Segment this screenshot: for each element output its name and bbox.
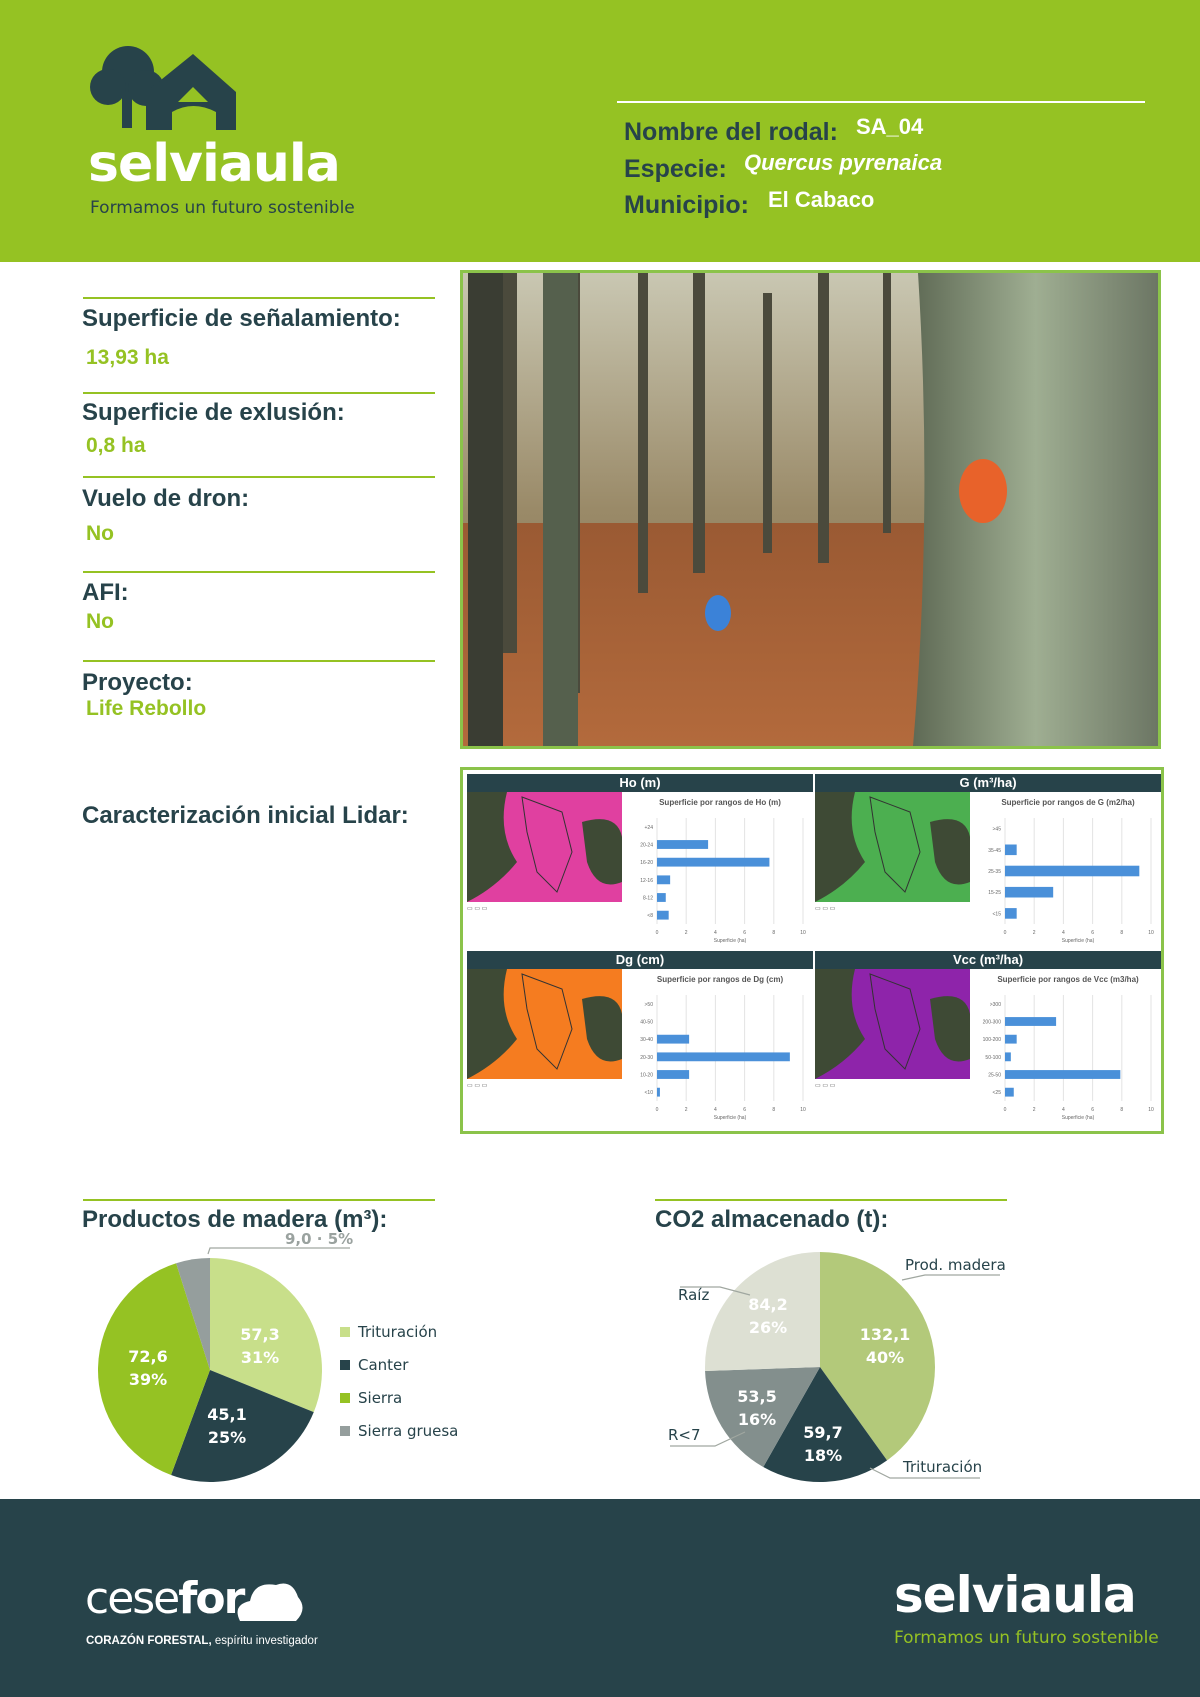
legend-swatch [340,1426,350,1436]
map-forest-area [815,969,865,1079]
chart-bar [657,1052,790,1061]
chart-bar [1005,1035,1017,1044]
chart-bar [657,840,708,849]
lidar-bar-chart [627,989,813,1125]
field-divider [83,392,435,394]
co2-chart-title: CO2 almacenado (t): [655,1206,889,1233]
lidar-map [467,969,622,1079]
chart-category-label: 25-35 [988,869,1001,875]
chart-tick-label: 6 [743,930,746,936]
field-divider [83,571,435,573]
legend-item [340,1348,490,1381]
chart-category-label: 20-30 [640,1054,653,1061]
map-stand-outline [870,974,920,1069]
lidar-chart-title: Superficie por rangos de Vcc (m3/ha) [997,975,1139,984]
chart-bar [657,858,769,867]
footer-brand-tagline: Formamos un futuro sostenible [894,1628,1159,1648]
municipio-value: El Cabaco [768,187,875,212]
cesefor-subtitle [86,1635,318,1647]
chart-bar [1005,908,1017,919]
chart-tick-label: 2 [1032,1107,1036,1113]
pie-data-label: 84,2 [748,1295,788,1314]
chart-bar [657,875,670,884]
cesefor-subtitle-bold: CORAZÓN FORESTAL, [86,1635,212,1647]
chart-axis-label: Superficie (ha) [713,1115,747,1121]
rodal-value: SA_04 [856,114,924,139]
pie-data-label: 132,1 [859,1325,911,1344]
map-forest-area [930,819,970,884]
productos-legend [340,1315,490,1447]
chart-tick-label: 6 [1091,930,1094,936]
chart-category-label: 35-45 [988,847,1001,854]
chart-tick-label: 10 [1148,930,1154,936]
superficie-senalamiento-value: 13,93 ha [86,346,169,369]
chart-category-label: +24 [644,824,653,831]
superficie-exclusion-value: 0,8 ha [86,434,146,457]
vuelo-dron-value: No [86,522,114,545]
lidar-quadrant [467,774,813,949]
chart-bar [1005,845,1017,856]
chart-tick-label: 4 [714,1107,717,1113]
cesefor-logo [85,1574,243,1624]
lidar-panel-title: Ho (m) [467,774,813,792]
chart-category-label: 15-25 [988,890,1001,897]
field-divider [83,297,435,299]
forest-photo [460,270,1161,749]
legend-swatch [340,1360,350,1370]
chart-category-label: <10 [644,1090,653,1097]
chart-bar [657,911,669,920]
especie-value: Quercus pyrenaica [744,150,943,175]
header-banner [0,0,1200,262]
brand-wordmark: selviaula [88,134,340,194]
chart-tick-label: 2 [1032,930,1036,936]
lidar-bar-chart [975,812,1161,948]
lidar-quadrant [815,774,1161,949]
pie-pct-label: 25% [207,1428,247,1447]
chart-category-label: 200-300 [982,1019,1001,1026]
lidar-label: Caracterización inicial Lidar: [82,802,409,829]
chart-category-label: 50-100 [985,1054,1001,1061]
chart-tick-label: 0 [1003,930,1007,936]
lidar-map-illustration [815,792,970,902]
lidar-quadrant [467,951,813,1126]
chart-axis-label: Superficie (ha) [713,938,747,944]
legend-label: Trituración [358,1322,438,1341]
pie-pct-label: 16% [737,1410,777,1429]
legend-item [340,1381,490,1414]
chart-category-label: 30-40 [640,1037,653,1044]
pie-callout-label: 9,0 · 5% [285,1230,354,1248]
co2-pie-chart [640,1240,1020,1490]
proyecto-label: Proyecto: [82,669,193,696]
chart-axis-label: Superficie (ha) [1061,1115,1095,1121]
chart-category-label: 40-50 [640,1019,653,1026]
pie-data-label: 57,3 [240,1325,280,1344]
pie-data-label: 45,1 [207,1405,247,1424]
especie-label: Especie: [624,155,727,183]
chart-category-label: <25 [992,1090,1001,1097]
pie-pct-label: 40% [865,1348,905,1367]
legend-label: Sierra gruesa [358,1421,459,1440]
chart-category-label: 100-200 [982,1037,1001,1044]
map-forest-area [467,792,517,902]
chart-bar [1005,887,1053,898]
lidar-map [815,792,970,902]
chart-tick-label: 8 [1120,930,1124,936]
pie-data-label: 72,6 [128,1347,168,1366]
map-forest-area [467,969,517,1079]
field-divider [83,476,435,478]
chart-tick-label: 8 [1120,1107,1124,1113]
lidar-panel [460,767,1164,1134]
superficie-senalamiento-label: Superficie de señalamiento: [82,305,401,332]
chart-tick-label: 4 [1062,930,1065,936]
map-forest-area [815,792,865,902]
map-stand-outline [522,974,572,1069]
chart-bar [657,1088,660,1097]
pie-pct-label: 18% [803,1446,843,1465]
cesefor-logo-b: for [178,1573,244,1624]
vuelo-dron-label: Vuelo de dron: [82,485,250,512]
afi-label: AFI: [82,579,129,606]
chart-tick-label: 0 [655,930,659,936]
rodal-label: Nombre del rodal: [624,118,838,146]
superficie-exclusion-label: Superficie de exlusión: [82,399,345,426]
chart-tick-label: 10 [800,1107,806,1113]
lidar-map-illustration [467,969,622,1079]
chart-category-label: 10-20 [640,1072,653,1079]
pie-pct-label: 26% [748,1318,788,1337]
map-forest-area [582,996,622,1061]
chart-bar [1005,1017,1056,1026]
brand-tagline: Formamos un futuro sostenible [90,198,355,218]
chart-category-label: 8-12 [642,895,653,902]
pie-leader-line [902,1275,1000,1280]
pie-callout-label: R<7 [668,1426,701,1444]
pie-pct-label: 31% [240,1348,280,1367]
proyecto-value: Life Rebollo [86,697,207,720]
chart-category-label: 25-50 [988,1072,1001,1079]
chart-tick-label: 2 [684,930,688,936]
lidar-chart-title: Superficie por rangos de Dg (cm) [656,975,784,984]
chart-tick-label: 4 [714,930,717,936]
chart-category-label: 20-24 [640,842,653,849]
lidar-quadrant [815,951,1161,1126]
pie-callout-label: Prod. madera [905,1256,1006,1274]
chart-axis-label: Superficie (ha) [1061,938,1095,944]
chart-category-label: >300 [989,1001,1001,1008]
pie-callout-label: Trituración [903,1458,983,1476]
chart-category-label: >50 [644,1001,653,1008]
lidar-map [815,969,970,1079]
pie-data-label: 53,5 [737,1387,777,1406]
pie-pct-label: 39% [128,1370,168,1389]
lidar-map-legend: ▭ ▭ ▭ [467,906,488,912]
chart-bar [657,1070,689,1079]
legend-swatch [340,1393,350,1403]
lidar-panel-title: Vcc (m³/ha) [815,951,1161,969]
chart-tick-label: 6 [1091,1107,1094,1113]
chart-divider [83,1199,435,1201]
afi-value: No [86,610,114,633]
chart-divider [655,1199,1007,1201]
legend-label: Sierra [358,1388,403,1407]
chart-bar [1005,1070,1120,1079]
chart-tick-label: 10 [1148,1107,1154,1113]
map-stand-outline [870,797,920,892]
chart-tick-label: 4 [1062,1107,1065,1113]
chart-bar [1005,1088,1014,1097]
lidar-chart-title: Superficie por rangos de Ho (m) [659,798,781,807]
field-divider [83,660,435,662]
chart-bar [657,893,666,902]
header-rule [617,101,1145,103]
chart-tick-label: 10 [800,930,806,936]
lidar-panel-title: G (m³/ha) [815,774,1161,792]
cesefor-logo-a: cese [85,1573,179,1624]
map-forest-area [930,996,970,1061]
legend-swatch [340,1327,350,1337]
map-stand-outline [522,797,572,892]
lidar-map-legend: ▭ ▭ ▭ [467,1083,488,1089]
chart-bar [657,1035,689,1044]
lidar-map-illustration [467,792,622,902]
chart-bar [1005,1052,1011,1061]
footer-brand-wordmark: selviaula [894,1566,1136,1624]
lidar-map-legend: ▭ ▭ ▭ [815,1083,836,1089]
chart-tick-label: 0 [1003,1107,1007,1113]
municipio-label: Municipio: [624,191,749,219]
lidar-map-illustration [815,969,970,1079]
chart-category-label: <8 [647,913,653,920]
chart-bar [1005,866,1139,877]
cesefor-cloud-icon [232,1575,307,1630]
selviaula-logo-icon [88,42,238,134]
lidar-map [467,792,622,902]
chart-tick-label: 0 [655,1107,659,1113]
map-forest-area [582,819,622,884]
chart-category-label: 16-20 [640,860,653,867]
pie-data-label: 59,7 [803,1423,843,1442]
legend-item [340,1414,490,1447]
pie-leader-line [208,1248,350,1254]
chart-tick-label: 6 [743,1107,746,1113]
chart-tick-label: 2 [684,1107,688,1113]
lidar-chart-title: Superficie por rangos de G (m2/ha) [1001,798,1135,807]
pie-callout-label: Raíz [678,1286,710,1304]
lidar-bar-chart [975,989,1161,1125]
chart-category-label: >45 [992,826,1001,833]
chart-category-label: <15 [992,911,1001,918]
cesefor-subtitle-text: espíritu investigador [214,1635,318,1647]
lidar-map-legend: ▭ ▭ ▭ [815,906,836,912]
legend-item [340,1315,490,1348]
legend-label: Canter [358,1355,409,1374]
chart-category-label: 12-16 [640,877,653,884]
productos-chart-title: Productos de madera (m³): [82,1206,388,1233]
lidar-panel-title: Dg (cm) [467,951,813,969]
chart-tick-label: 8 [772,930,776,936]
forest-photo-illustration [463,273,1158,746]
lidar-bar-chart [627,812,813,948]
footer [0,1499,1200,1697]
chart-tick-label: 8 [772,1107,776,1113]
